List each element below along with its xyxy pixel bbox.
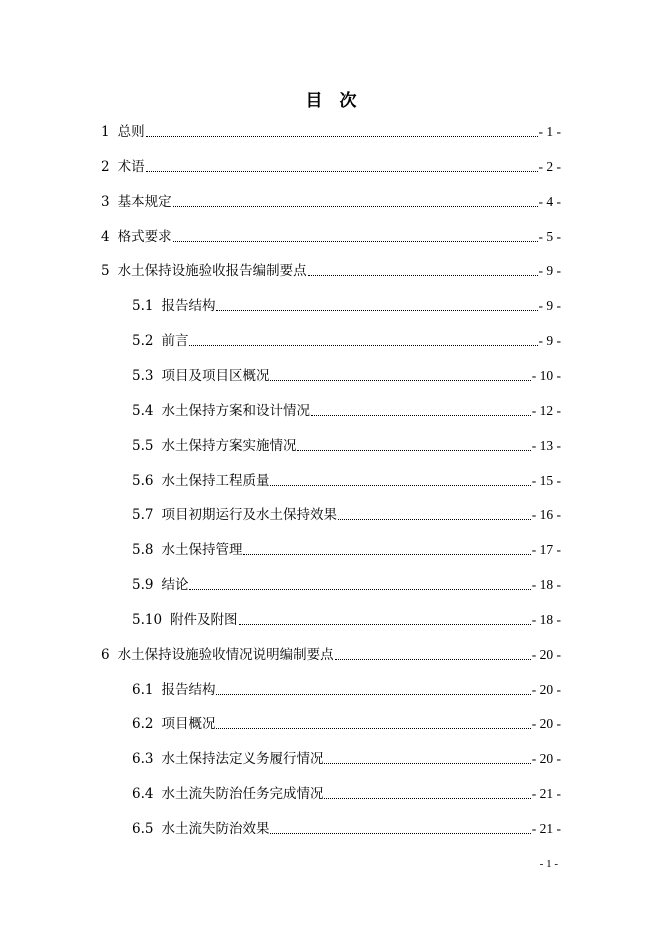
toc-entry-text: 格式要求 xyxy=(117,228,172,245)
toc-entry-number: 2 xyxy=(101,158,110,175)
toc-entry[interactable] xyxy=(101,646,561,664)
toc-entry-number: 3 xyxy=(101,193,110,210)
toc-entry[interactable] xyxy=(132,332,561,350)
toc-dot-leader xyxy=(308,262,538,276)
toc-entry-number: 6.1 xyxy=(132,681,154,698)
toc-entry-page: - 20 - xyxy=(531,716,561,732)
toc-entry-number: 6.5 xyxy=(132,821,154,837)
toc-entry-page: - 17 - xyxy=(531,542,561,558)
toc-dot-leader xyxy=(324,750,530,764)
toc-entry-text: 术语 xyxy=(117,158,145,175)
toc-entry-text: 水土保持设施验收报告编制要点 xyxy=(117,263,307,280)
toc-entry-label xyxy=(132,472,269,490)
toc-entry[interactable] xyxy=(132,506,561,524)
toc-dot-leader xyxy=(216,681,530,695)
toc-dot-leader xyxy=(216,297,537,311)
toc-entry-text: 水土保持管理 xyxy=(161,542,243,559)
toc-entry-text: 基本规定 xyxy=(117,193,172,210)
toc-entry[interactable] xyxy=(101,123,561,141)
toc-entry-label xyxy=(132,715,215,733)
toc-entry-text: 水土流失防治任务完成情况 xyxy=(161,786,324,803)
toc-entry-text: 项目初期运行及水土保持效果 xyxy=(161,507,337,524)
toc-entry-page: - 20 - xyxy=(531,646,561,662)
toc-entry-page: - 21 - xyxy=(531,821,561,836)
toc-entry-number: 5.9 xyxy=(132,577,154,594)
toc-entry-page: - 5 - xyxy=(538,228,561,244)
toc-entry-page: - 15 - xyxy=(531,472,561,488)
toc-entry-number: 6.4 xyxy=(132,786,154,803)
toc-entry-text: 项目概况 xyxy=(161,716,216,733)
toc-dot-leader xyxy=(146,123,538,137)
toc-dot-leader xyxy=(173,228,538,242)
toc-entry-number: 6 xyxy=(101,646,110,663)
toc-dot-leader xyxy=(189,576,530,590)
toc-dot-leader xyxy=(146,158,538,172)
toc-entry-number: 5.3 xyxy=(132,367,154,384)
toc-dot-leader xyxy=(297,437,530,451)
toc-entry-label xyxy=(101,646,334,664)
toc-entry[interactable] xyxy=(132,367,561,385)
toc-entry-number: 5.10 xyxy=(132,611,163,628)
toc-entry[interactable] xyxy=(132,402,561,420)
toc-entry-page: - 20 - xyxy=(531,681,561,697)
toc-entry[interactable] xyxy=(101,262,561,280)
toc-entry-number: 5.4 xyxy=(132,402,154,419)
toc-entry-page: - 9 - xyxy=(538,298,561,314)
toc-entry-text: 报告结构 xyxy=(161,681,216,698)
toc-entry-text: 水土流失防治效果 xyxy=(161,821,270,837)
toc-dot-leader xyxy=(270,472,530,486)
toc-entry-page: - 18 - xyxy=(531,577,561,593)
toc-entry-label xyxy=(101,193,172,211)
toc-entry[interactable] xyxy=(101,193,561,211)
toc-entry-text: 总则 xyxy=(117,124,145,140)
toc-entry-label xyxy=(132,576,188,594)
toc-entry-text: 水土保持设施验收情况说明编制要点 xyxy=(117,646,334,663)
page-number-footer: - 1 - xyxy=(539,858,558,870)
toc-entry-page: - 2 - xyxy=(538,158,561,174)
toc-entry-page: - 9 - xyxy=(538,333,561,349)
toc-entry-text: 水土保持方案实施情况 xyxy=(161,437,297,454)
toc-entry-page: - 18 - xyxy=(531,611,561,627)
toc-entry-page: - 16 - xyxy=(531,507,561,523)
toc-entry-page: - 1 - xyxy=(538,124,561,139)
toc-entry-text: 结论 xyxy=(161,577,189,594)
toc-entry-label xyxy=(101,158,145,176)
toc-entry-label xyxy=(132,681,215,699)
toc-entry[interactable] xyxy=(101,158,561,176)
toc-entry-label xyxy=(132,332,188,350)
toc-entry[interactable] xyxy=(132,297,561,315)
toc-entry[interactable] xyxy=(132,472,561,490)
toc-entry-number: 6.3 xyxy=(132,751,154,768)
toc-entry-text: 附件及附图 xyxy=(170,611,238,628)
toc-entry-text: 前言 xyxy=(161,333,189,350)
toc-dot-leader xyxy=(243,541,530,555)
toc-dot-leader xyxy=(216,715,530,729)
toc-entry-label xyxy=(132,506,337,524)
toc-entry-label xyxy=(132,785,323,803)
toc-entry-page: - 9 - xyxy=(538,263,561,279)
toc-entry-page: - 10 - xyxy=(531,367,561,383)
toc-entry[interactable] xyxy=(101,228,561,246)
toc-entry-page: - 13 - xyxy=(531,437,561,453)
toc-entry-number: 5.7 xyxy=(132,507,154,524)
toc-entry[interactable] xyxy=(132,750,561,768)
toc-entry-label xyxy=(101,262,307,280)
toc-entry-number: 6.2 xyxy=(132,716,154,733)
toc-dot-leader xyxy=(270,367,530,381)
toc-entry[interactable] xyxy=(132,820,561,838)
toc-entry-number: 4 xyxy=(101,228,110,245)
toc-dot-leader xyxy=(173,193,538,207)
toc-entry-text: 水土保持工程质量 xyxy=(161,472,270,489)
toc-entry-page: - 12 - xyxy=(531,402,561,418)
toc-entry-text: 报告结构 xyxy=(161,298,216,315)
toc-entry-label xyxy=(132,367,269,385)
toc-entry[interactable] xyxy=(132,576,561,594)
toc-entry-label xyxy=(132,750,323,768)
toc-entry-number: 5.6 xyxy=(132,472,154,489)
toc-entry-text: 水土保持方案和设计情况 xyxy=(161,402,310,419)
toc-entry[interactable] xyxy=(132,611,561,629)
toc-entry-page: - 21 - xyxy=(531,786,561,802)
toc-entry[interactable] xyxy=(132,681,561,699)
toc-entry-number: 5 xyxy=(101,263,110,280)
toc-entry-text: 项目及项目区概况 xyxy=(161,367,270,384)
toc-entry-label xyxy=(132,541,242,559)
toc-entry-label xyxy=(132,611,238,629)
toc-entry-page: - 20 - xyxy=(531,751,561,767)
toc-dot-leader xyxy=(311,402,531,416)
toc-title: 目 次 xyxy=(305,91,357,111)
toc-entry-page: - 4 - xyxy=(538,193,561,209)
toc-entry-label xyxy=(132,437,296,455)
toc-entry-label xyxy=(101,123,145,141)
toc-entry-number: 5.5 xyxy=(132,437,154,454)
toc-entry-number: 5.1 xyxy=(132,298,154,315)
toc-dot-leader xyxy=(239,611,531,625)
toc-dot-leader xyxy=(189,332,537,346)
toc-entry-label xyxy=(132,402,310,420)
toc-dot-leader xyxy=(270,820,530,834)
toc-entry-number: 1 xyxy=(101,124,110,140)
toc-entry-label xyxy=(132,820,269,838)
toc-dot-leader xyxy=(324,785,530,799)
toc-dot-leader xyxy=(338,506,531,520)
toc-entry-text: 水土保持法定义务履行情况 xyxy=(161,751,324,768)
toc-entry[interactable] xyxy=(132,715,561,733)
toc-entry-label xyxy=(132,297,215,315)
toc-entry-number: 5.2 xyxy=(132,333,154,350)
toc-entry-number: 5.8 xyxy=(132,542,154,559)
toc-entry[interactable] xyxy=(132,437,561,455)
toc-entry-label xyxy=(101,228,172,246)
toc-dot-leader xyxy=(335,646,531,660)
toc-entry[interactable] xyxy=(132,541,561,559)
toc-entry[interactable] xyxy=(132,785,561,803)
